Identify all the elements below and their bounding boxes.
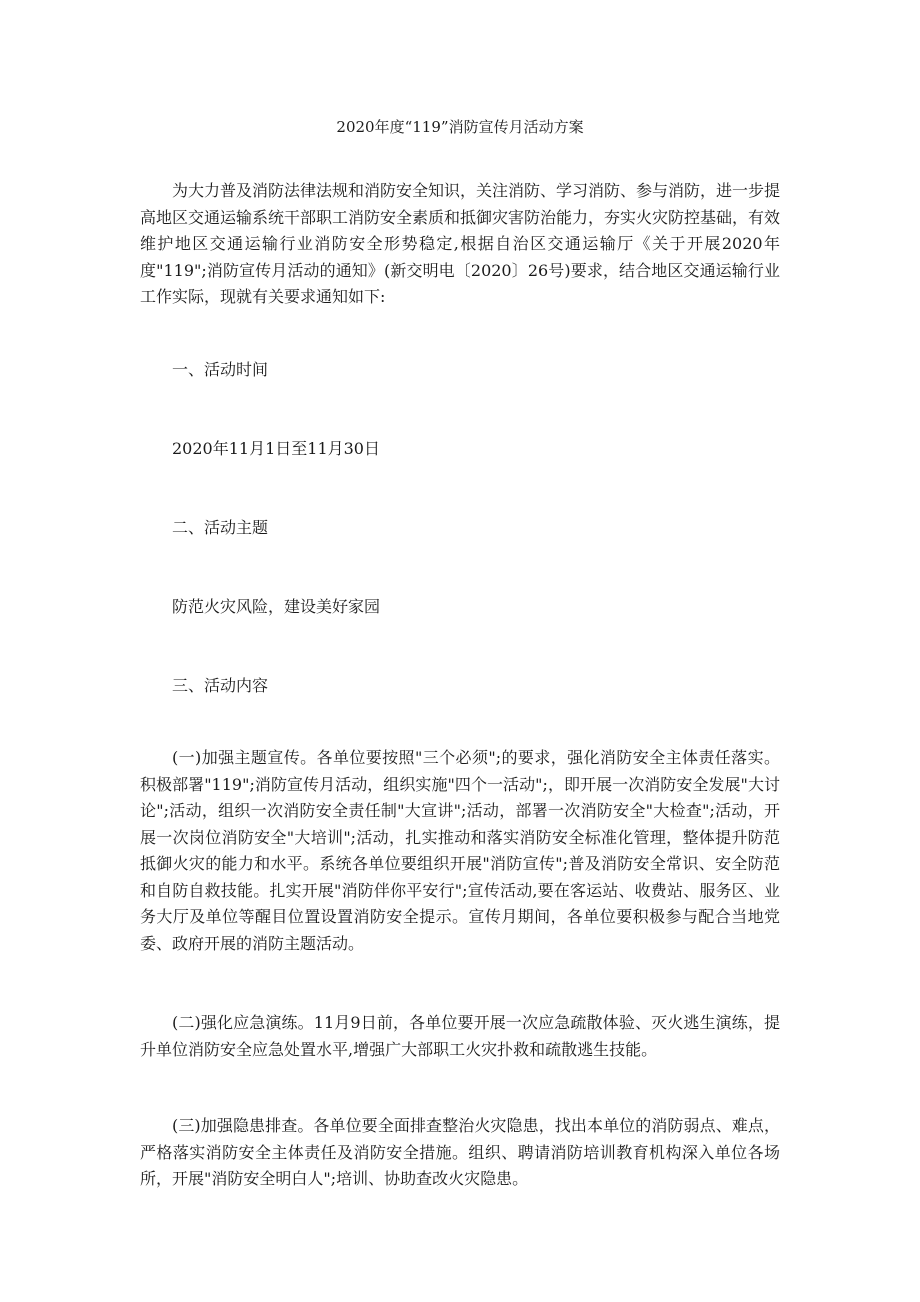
content-item-2: (二)强化应急演练。11月9日前，各单位要开展一次应急疏散体验、灭火逃生演练，提升单位消防安全应急处置水平,增强广大部职工火灾扑救和疏散逃生技能。	[140, 1013, 780, 1059]
content-item-1: (一)加强主题宣传。各单位要按照"三个必须";的要求，强化消防安全主体责任落实。积极部署"119";消防宣传月活动，组织实施"四个一活动";，即开展一次消防安全发展"大讨论";活动，组织一次消防安全责任制"大宣讲";活动，部署一次消防安全"大检查";活动，开展一次岗位消防安全"大培训";活动，扎实推动和落实消防安全标准化管理，整体提升防范抵御火灾的能力和水平。系统各单位要组织开展"消防宣传";普及消防安全常识、安全防范和自防自救技能。扎实开展"消防伴你平安行";宣传活动,要在客运站、收费站、服务区、业务大厅及单位等醒目位置设置消防安全提示。宣传月期间，各单位要积极参与配合当地党委、政府开展的消防主题活动。	[140, 748, 780, 953]
document-title: 2020年度“119”消防宣传月活动方案	[336, 118, 584, 136]
section-heading-time: 一、活动时间	[172, 360, 269, 379]
section-heading-content: 三、活动内容	[172, 676, 269, 695]
activity-date: 2020年11月1日至11月30日	[172, 439, 380, 458]
activity-theme: 防范火灾风险，建设美好家园	[172, 597, 381, 616]
section-heading-theme: 二、活动主题	[172, 518, 269, 537]
intro-paragraph: 为大力普及消防法律法规和消防安全知识，关注消防、学习消防、参与消防，进一步提高地区交通运输系统干部职工消防安全素质和抵御灾害防治能力，夯实火灾防控基础，有效维护地区交通运输行业消防安全形势稳定,根据自治区交通运输厅《关于开展2020年度"119";消防宣传月活动的通知》(新交明电〔2020〕26号)要求，结合地区交通运输行业工作实际，现就有关要求通知如下:	[140, 181, 781, 306]
content-item-3: (三)加强隐患排查。各单位要全面排查整治火灾隐患，找出本单位的消防弱点、难点，严格落实消防安全主体责任及消防安全措施。组织、聘请消防培训教育机构深入单位各场所，开展"消防安全明白人";培训、协助查改火灾隐患。	[140, 1116, 780, 1188]
